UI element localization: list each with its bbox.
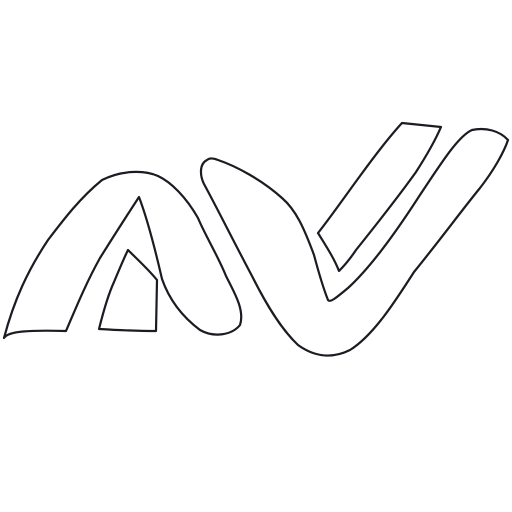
letter-v-outer-outline: [201, 129, 508, 355]
letter-a-outer-outline: [4, 172, 241, 338]
letter-v-slanted-stroke: [318, 123, 441, 271]
letter-a-inner-counter: [99, 250, 157, 331]
